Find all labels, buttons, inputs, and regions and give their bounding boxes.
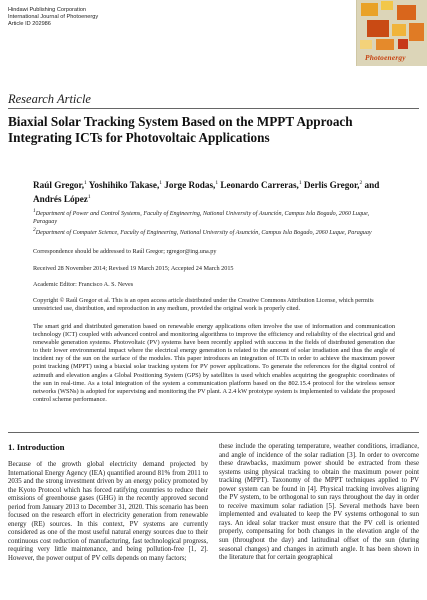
publisher-name: Hindawi Publishing Corporation [8, 7, 87, 13]
article-dates: Received 28 November 2014; Revised 19 March 2015; Accepted 24 March 2015 [33, 265, 234, 272]
author-list [33, 177, 403, 205]
abstract: The smart grid and distributed generation based on renewable energy applications often involve the use of information and communication technology (ICT) coupled with advanced control and monitoring algorithms to improve the efficiency and reliability of the electrical grid and renewable generation systems. Photovoltaic (PV) systems have been recently applied with success in the fields of distributed generation due to their lower environmental impact where the electrical energy generation is related to the amount of solar irradiation and thus the angle of incident ray of the sun on the surface of the modules. This paper introduces an integration of ICTs in order to achieve the maximum power point tracking (MPPT) using a biaxial solar tracking system for PV power applications. To generate the references for the digital control of azimuth and elevation angles a Global Positioning System (GPS) by satellites is used which enables acquiring the geographic coordinates of the sun in real-time. As a total integration of the system a communication platform based on the 802.15.4 protocol for the wireless sensor networks (WSNs) is adopted for supervising and monitoring the PV plant. A 2.4 kW prototype system is implemented to validate the proposed control scheme performance. [33, 323, 395, 403]
journal-name: International Journal of Photoenergy [8, 14, 99, 20]
affiliation-1: $^1$Department of Power and Control Systems, Faculty of Engineering, National University of Asunción, Campus Isla Bogado, 2060 Luque, Paraguay [33, 208, 370, 226]
author: Jorge Rodas,$^1$ [164, 180, 219, 191]
article-id: Article ID 202986 [8, 21, 51, 27]
author: and Andrés López$^1$ [33, 180, 380, 205]
section-heading: 1. Introduction [8, 442, 65, 452]
academic-editor: Academic Editor: Francisco A. S. Neves [33, 281, 134, 288]
intro-right-column: these include the operating temperature, weather conditions, irradiance, and angle of incidence of the solar radiation [3]. In order to overcome these drawbacks, maximum power should be extracted from these systems using physical tracking to obtain the maximum power point tracking (MPPT). Taxonomy of the MPPT techniques applied to PV power system can be found in [4]. Physical tracking involves aligning the PV system, to be orthogonal to sun rays throughout the day in order to receive maximum solar radiation [5]. Several methods have been implemented and evaluated to keep the PV systems orthogonal to sun rays. An ideal solar tracker must ensure that the PV cell is oriented properly, compensating for both changes in the elevation angle of the sun (throughout the day) and latitudinal offset of the sun (during seasonal changes) and changes in azimuth angle. It has been shown in the literature that for certain geographical [219, 443, 419, 562]
journal-cover-image [356, 0, 427, 66]
author: Yoshihiko Takase,$^1$ [88, 180, 162, 191]
author: Derlis Gregor,$^2$ [303, 180, 363, 191]
correspondence: Correspondence should be addressed to Raúl Gregor; rgregor@ing.una.py [33, 248, 217, 255]
section-divider [8, 432, 419, 433]
copyright-notice: Copyright © Raúl Gregor et al. This is an open access article distributed under the Creative Commons Attribution License, which permits unrestricted use, distribution, and reproduction in any medium, provided the original work is properly cited. [33, 297, 374, 312]
intro-left-column: Because of the growth global electricity demand projected by International Energy Agency (IEA) quantified around 81% from 2011 to 2035 and the strong investment driven by an energy policy promoted by the Kyoto Protocol which has forced ratifying countries to reduce their emissions of greenhouse gases (GHG) in the recently approved second period from January 2013 to December 31, 2020. This scenario has been focused on the research effort in electricity generation from renewable energy (RE) sources. In this context, PV systems are currently considered as one of the most useful natural energy sources due to their continuous cost reduction of manufacturing, fast technological progress, requiring very little maintenance, and being pollution-free [1, 2]. However, the power output of PV cells depends on many factors; [8, 461, 208, 563]
journal-cover-brand: Photoenergy [365, 53, 406, 62]
article-type: Research Article [8, 92, 91, 106]
paper-title: Biaxial Solar Tracking System Based on the MPPT Approach Integrating ICTs for Photovoltaic Applications [8, 114, 353, 145]
affiliation-2: $^2$Department of Computer Science, Faculty of Engineering, National University of Asunción, Campus Isla Bogado, 2060 Luque, Paraguay [33, 227, 372, 237]
author: Raúl Gregor,$^1$ [33, 180, 87, 191]
title-divider [8, 108, 419, 109]
author: Leonardo Carreras,$^1$ [220, 180, 302, 191]
publisher-info [8, 7, 98, 28]
